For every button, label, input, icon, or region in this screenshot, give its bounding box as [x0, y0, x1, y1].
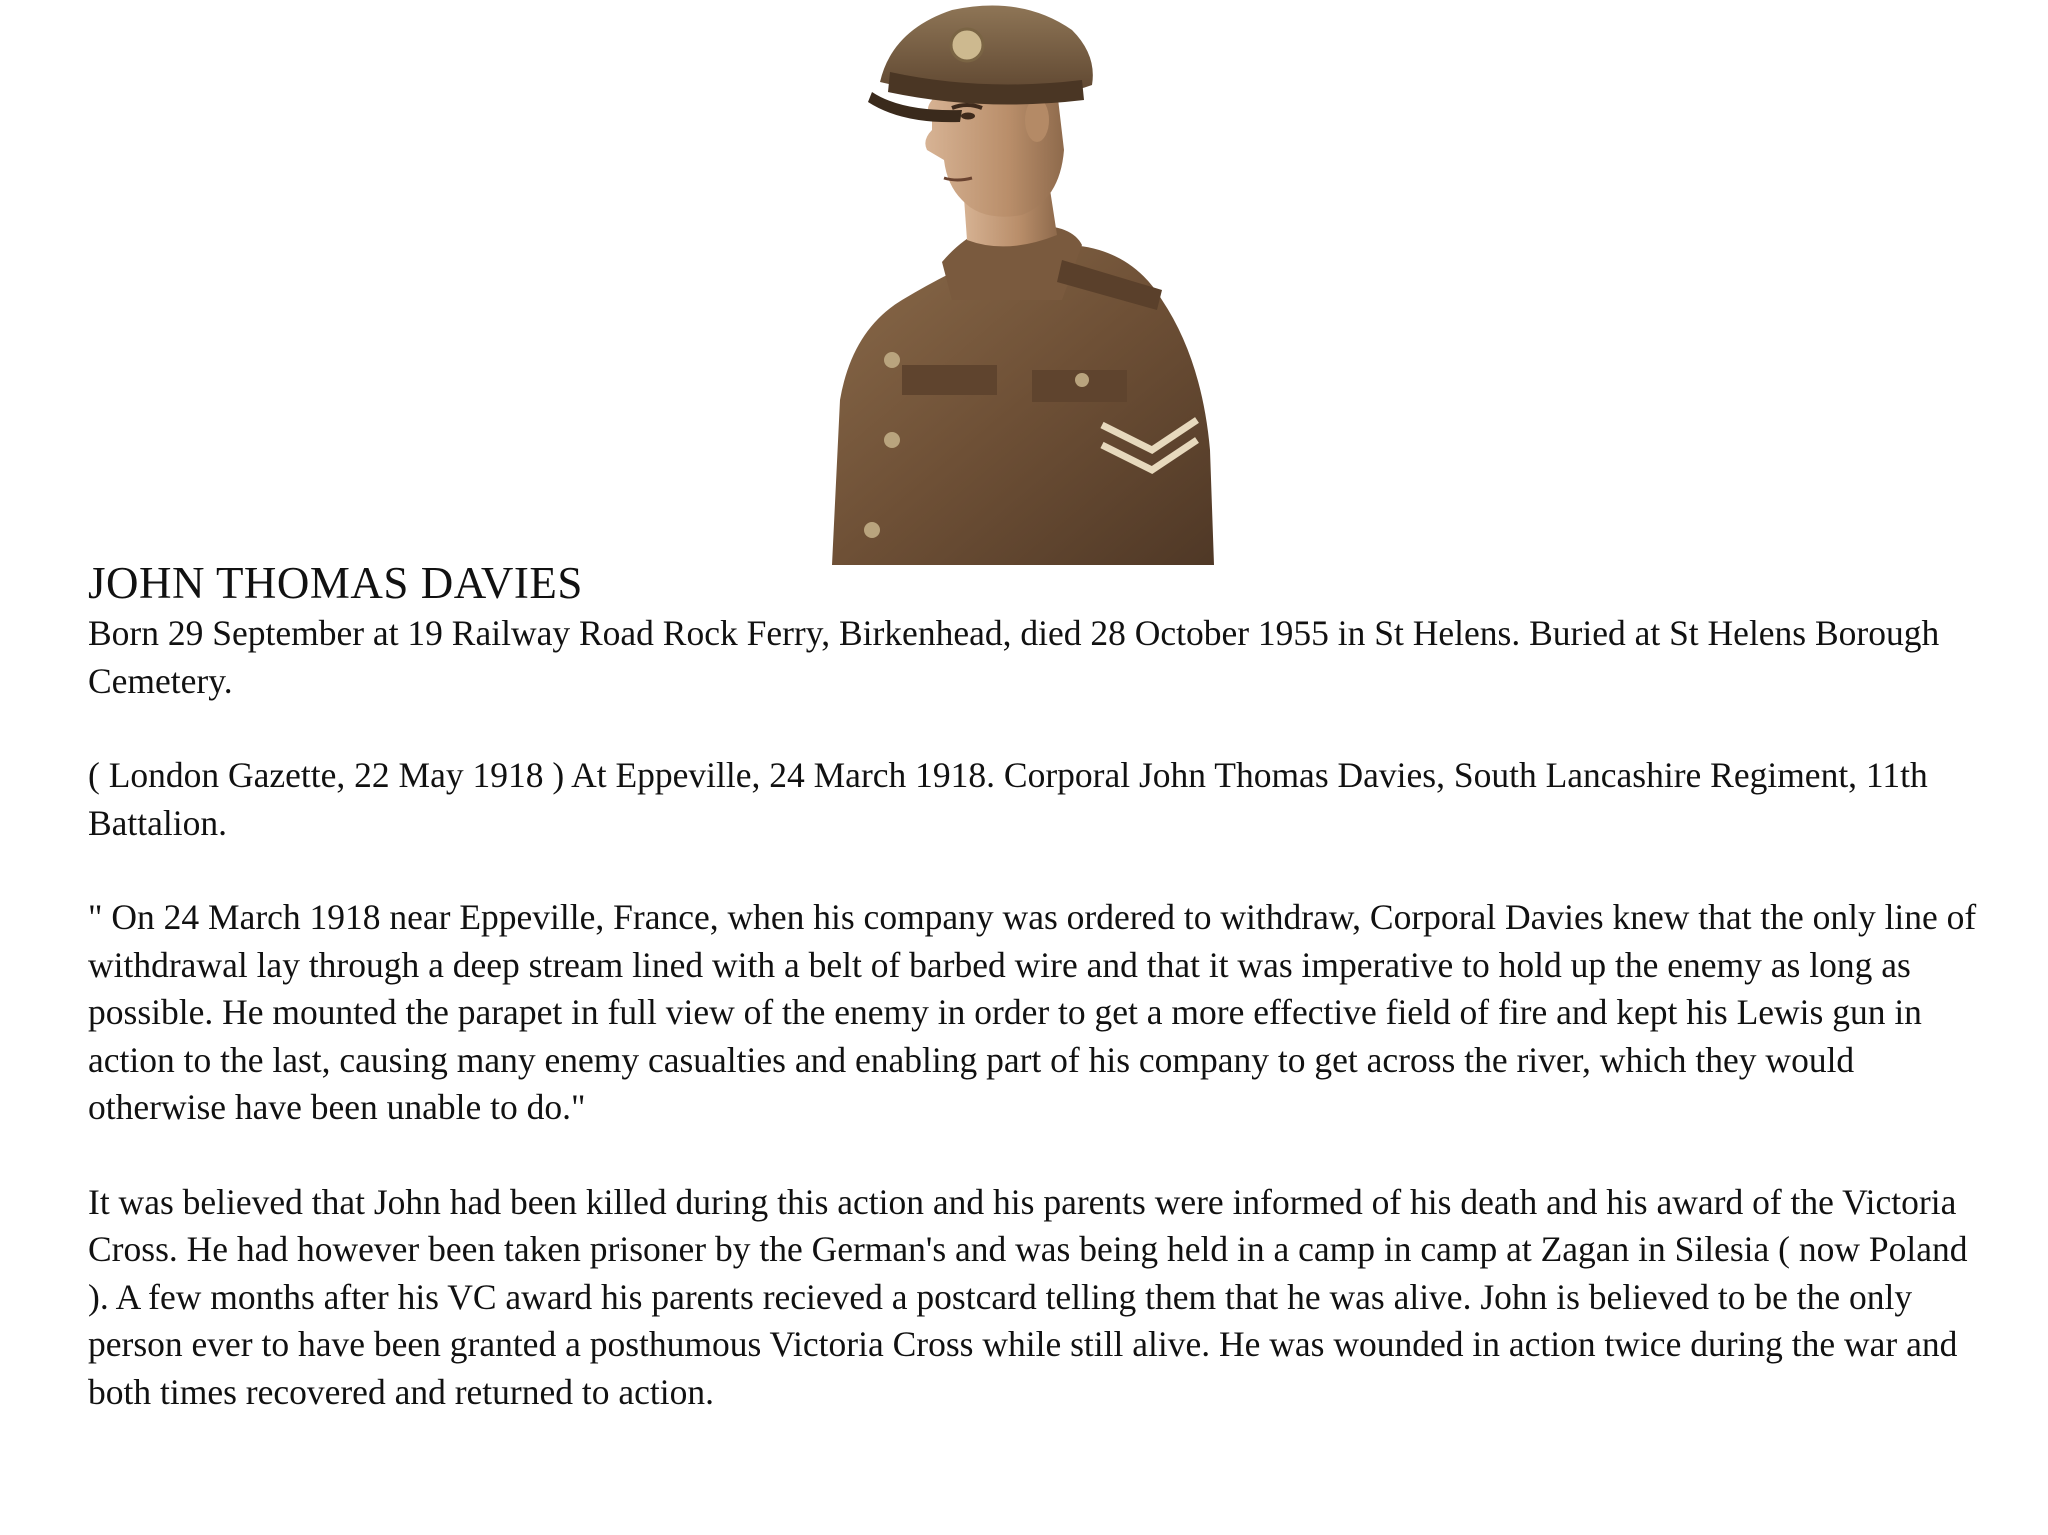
page-title: JOHN THOMAS DAVIES [88, 558, 583, 608]
biography [88, 556, 1988, 1416]
soldier-portrait [832, 0, 1214, 565]
citation-paragraph: " On 24 March 1918 near Eppeville, France, when his company was ordered to withdraw, Corporal Davies knew that the only line of withdrawal lay through a deep stream lined with a belt of barbed wire and that it was imperative to hold up the enemy as long as possible. He mounted the parapet in full view of the enemy in order to get a more effective field of fire and kept his Lewis gun in action to the last, causing many enemy casualties and enabling part of his company to get across the river, which they would otherwise have been unable to do." [88, 897, 1977, 1127]
gazette-paragraph: ( London Gazette, 22 May 1918 ) At Eppeville, 24 March 1918. Corporal John Thomas Davies, South Lancashire Regiment, 11th Battalion. [88, 755, 1928, 843]
aftermath-paragraph: It was believed that John had been killed during this action and his parents were informed of his death and his award of the Victoria Cross. He had however been taken prisoner by the German's and was being held in a camp in camp at Zagan in Silesia ( now Poland ). A few months after his VC award his parents recieved a postcard telling them that he was alive. John is believed to be the only person ever to have been granted a posthumous Victoria Cross while still alive. He was wounded in action twice during the war and both times recovered and returned to action. [88, 1181, 1968, 1412]
birth-paragraph: Born 29 September at 19 Railway Road Rock Ferry, Birkenhead, died 28 October 1955 in St Helens. Buried at St Helens Borough Cemetery. [88, 613, 1940, 701]
soldier-portrait-icon [832, 0, 1214, 565]
